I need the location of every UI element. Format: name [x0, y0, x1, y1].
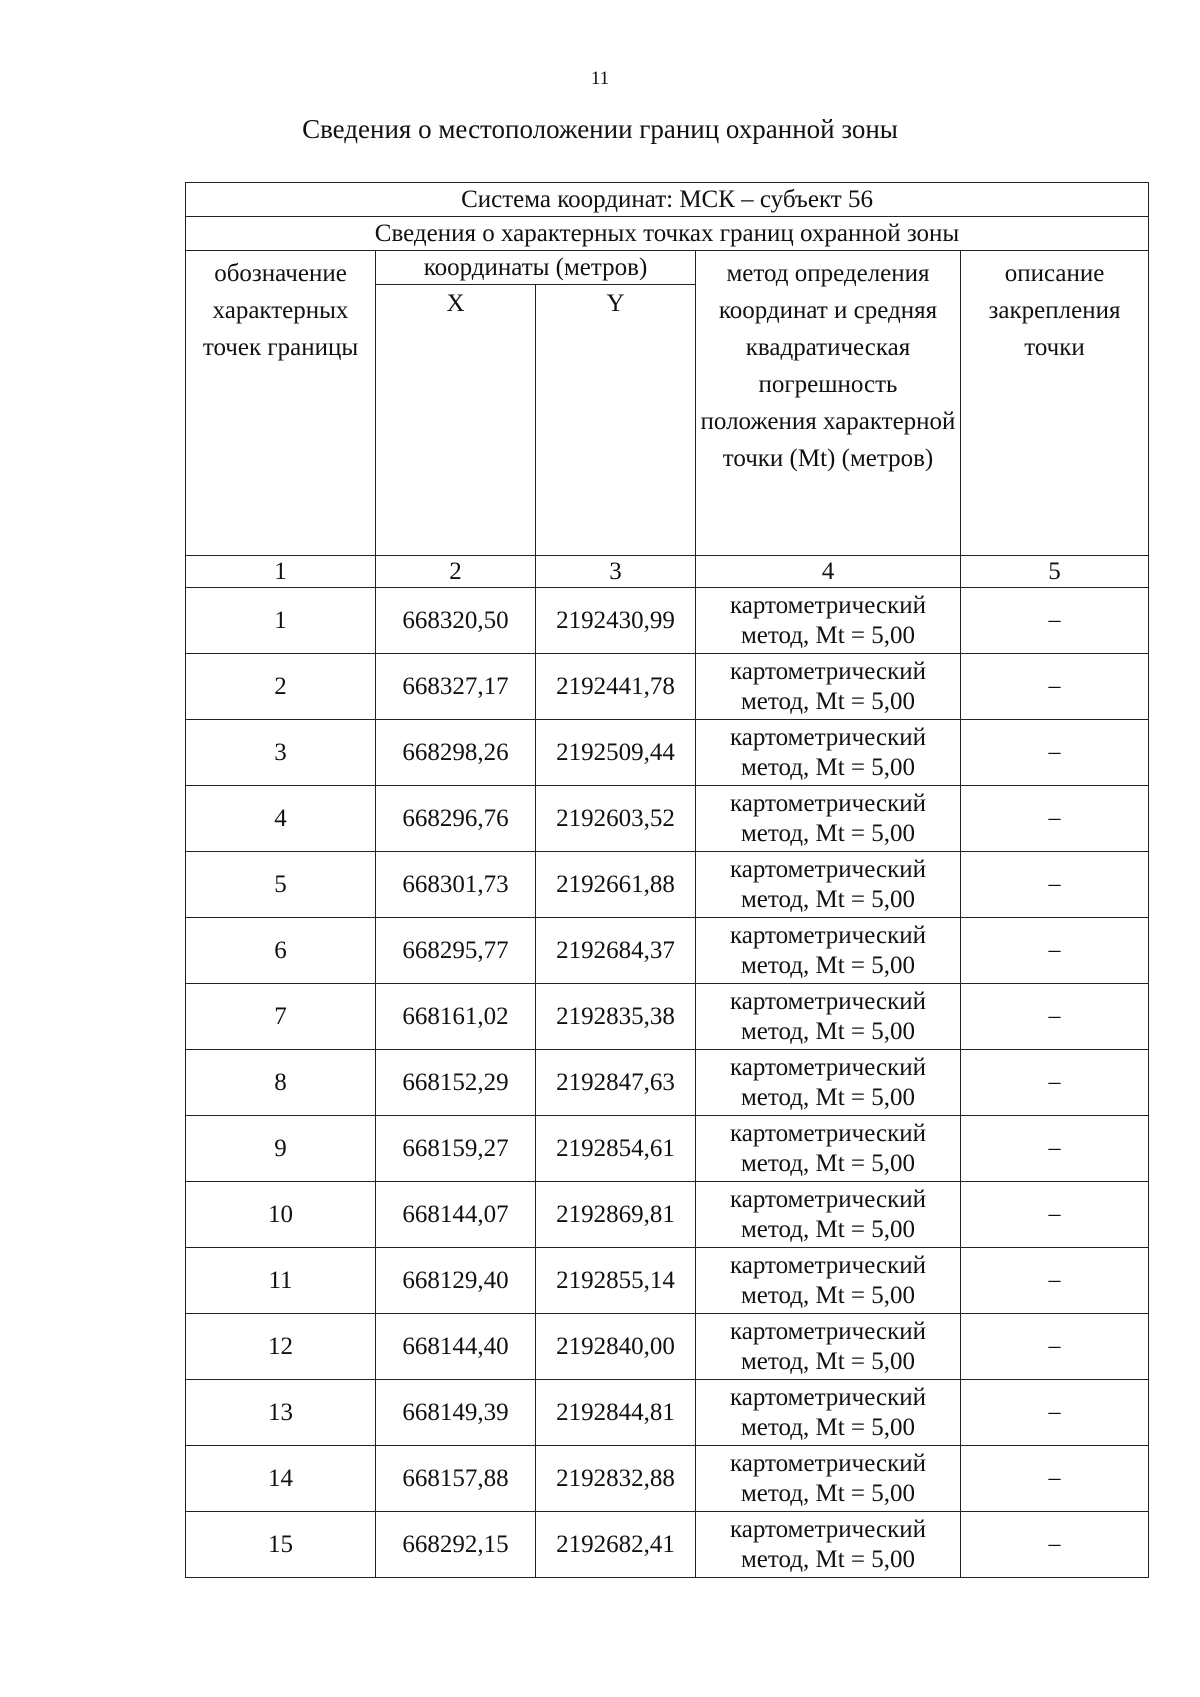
method-cell	[696, 918, 961, 984]
point-number-cell: 2	[186, 654, 376, 720]
y-coordinate-cell: 2192869,81	[536, 1182, 696, 1248]
point-number-cell: 5	[186, 852, 376, 918]
x-coordinate-cell: 668144,40	[376, 1314, 536, 1380]
method-line: картометрический	[730, 1317, 926, 1345]
method-line: картометрический	[730, 1383, 926, 1411]
description-cell: –	[961, 654, 1149, 720]
x-coordinate-cell: 668295,77	[376, 918, 536, 984]
method-line: метод, Mt = 5,00	[740, 951, 916, 979]
method-line: метод, Mt = 5,00	[740, 621, 916, 649]
description-cell: –	[961, 786, 1149, 852]
description-cell: –	[961, 1050, 1149, 1116]
table-row	[186, 1314, 1149, 1380]
table-row	[186, 918, 1149, 984]
description-cell: –	[961, 1380, 1149, 1446]
y-coordinate-cell: 2192684,37	[536, 918, 696, 984]
table-row	[186, 720, 1149, 786]
table-row	[186, 786, 1149, 852]
method-line: метод, Mt = 5,00	[740, 1413, 916, 1441]
method-cell	[696, 1512, 961, 1578]
method-line: картометрический	[730, 1515, 926, 1543]
description-cell: –	[961, 1446, 1149, 1512]
method-line: картометрический	[730, 1053, 926, 1081]
method-line: картометрический	[730, 1119, 926, 1147]
table-row	[186, 984, 1149, 1050]
point-number-cell: 7	[186, 984, 376, 1050]
x-coordinate-cell: 668320,50	[376, 588, 536, 654]
method-cell	[696, 1182, 961, 1248]
method-line: картометрический	[730, 987, 926, 1015]
y-coordinate-cell: 2192855,14	[536, 1248, 696, 1314]
column-number: 2	[376, 556, 536, 588]
x-coordinate-cell: 668159,27	[376, 1116, 536, 1182]
method-cell	[696, 1116, 961, 1182]
point-number-cell: 1	[186, 588, 376, 654]
y-coordinate-cell: 2192832,88	[536, 1446, 696, 1512]
column-number: 3	[536, 556, 696, 588]
point-number-cell: 12	[186, 1314, 376, 1380]
description-cell: –	[961, 588, 1149, 654]
header-method: метод определения координат и средняя квадратическая погрешность положения характерной точки (Mt) (метров)	[696, 251, 961, 556]
description-cell: –	[961, 1314, 1149, 1380]
column-number: 5	[961, 556, 1149, 588]
point-number-cell: 10	[186, 1182, 376, 1248]
y-coordinate-cell: 2192840,00	[536, 1314, 696, 1380]
column-number: 1	[186, 556, 376, 588]
method-line: картометрический	[730, 657, 926, 685]
method-line: метод, Mt = 5,00	[740, 1281, 916, 1309]
y-coordinate-cell: 2192509,44	[536, 720, 696, 786]
table-row	[186, 1182, 1149, 1248]
method-cell	[696, 720, 961, 786]
section-caption: Сведения о характерных точках границ охранной зоны	[186, 217, 1149, 251]
method-line: метод, Mt = 5,00	[740, 819, 916, 847]
x-coordinate-cell: 668149,39	[376, 1380, 536, 1446]
header-x: X	[376, 285, 536, 556]
method-cell	[696, 1446, 961, 1512]
method-line: метод, Mt = 5,00	[740, 885, 916, 913]
method-line: картометрический	[730, 1185, 926, 1213]
method-line: картометрический	[730, 723, 926, 751]
description-cell: –	[961, 1182, 1149, 1248]
table-row	[186, 1116, 1149, 1182]
page-number: 11	[590, 68, 610, 89]
method-line: картометрический	[730, 1449, 926, 1477]
method-line: картометрический	[730, 591, 926, 619]
table-row	[186, 1248, 1149, 1314]
table-row	[186, 588, 1149, 654]
method-cell	[696, 852, 961, 918]
y-coordinate-cell: 2192661,88	[536, 852, 696, 918]
point-number-cell: 15	[186, 1512, 376, 1578]
x-coordinate-cell: 668296,76	[376, 786, 536, 852]
description-cell: –	[961, 1248, 1149, 1314]
method-cell	[696, 984, 961, 1050]
header-designation: обозначение характерных точек границы	[186, 251, 376, 556]
y-coordinate-cell: 2192603,52	[536, 786, 696, 852]
document-title: Сведения о местоположении границ охранной зоны	[302, 114, 898, 144]
y-coordinate-cell: 2192835,38	[536, 984, 696, 1050]
method-cell	[696, 1050, 961, 1116]
y-coordinate-cell: 2192844,81	[536, 1380, 696, 1446]
header-coordinates: координаты (метров)	[376, 251, 696, 285]
point-number-cell: 14	[186, 1446, 376, 1512]
point-number-cell: 4	[186, 786, 376, 852]
table-row	[186, 852, 1149, 918]
x-coordinate-cell: 668157,88	[376, 1446, 536, 1512]
method-line: метод, Mt = 5,00	[740, 1545, 916, 1573]
method-line: метод, Mt = 5,00	[740, 1479, 916, 1507]
method-line: метод, Mt = 5,00	[740, 1149, 916, 1177]
y-coordinate-cell: 2192430,99	[536, 588, 696, 654]
point-number-cell: 9	[186, 1116, 376, 1182]
method-line: метод, Mt = 5,00	[740, 687, 916, 715]
method-line: метод, Mt = 5,00	[740, 1017, 916, 1045]
coord-system-caption: Система координат: МСК – субъект 56	[186, 183, 1149, 217]
method-line: метод, Mt = 5,00	[740, 1083, 916, 1111]
point-number-cell: 8	[186, 1050, 376, 1116]
method-line: метод, Mt = 5,00	[740, 1215, 916, 1243]
x-coordinate-cell: 668292,15	[376, 1512, 536, 1578]
description-cell: –	[961, 984, 1149, 1050]
x-coordinate-cell: 668161,02	[376, 984, 536, 1050]
point-number-cell: 13	[186, 1380, 376, 1446]
method-line: картометрический	[730, 921, 926, 949]
description-cell: –	[961, 720, 1149, 786]
table-row	[186, 1512, 1149, 1578]
table-row	[186, 654, 1149, 720]
point-number-cell: 3	[186, 720, 376, 786]
table-row	[186, 1446, 1149, 1512]
method-line: картометрический	[730, 855, 926, 883]
method-line: метод, Mt = 5,00	[740, 753, 916, 781]
x-coordinate-cell: 668152,29	[376, 1050, 536, 1116]
x-coordinate-cell: 668327,17	[376, 654, 536, 720]
description-cell: –	[961, 852, 1149, 918]
y-coordinate-cell: 2192847,63	[536, 1050, 696, 1116]
header-y: Y	[536, 285, 696, 556]
boundary-points-table	[185, 182, 1149, 1578]
point-number-cell: 11	[186, 1248, 376, 1314]
x-coordinate-cell: 668301,73	[376, 852, 536, 918]
description-cell: –	[961, 1512, 1149, 1578]
y-coordinate-cell: 2192441,78	[536, 654, 696, 720]
y-coordinate-cell: 2192682,41	[536, 1512, 696, 1578]
x-coordinate-cell: 668298,26	[376, 720, 536, 786]
x-coordinate-cell: 668129,40	[376, 1248, 536, 1314]
table-row	[186, 1050, 1149, 1116]
column-number-row	[186, 556, 1149, 588]
method-cell	[696, 1314, 961, 1380]
method-line: картометрический	[730, 789, 926, 817]
column-number: 4	[696, 556, 961, 588]
description-cell: –	[961, 918, 1149, 984]
point-number-cell: 6	[186, 918, 376, 984]
method-cell	[696, 1380, 961, 1446]
y-coordinate-cell: 2192854,61	[536, 1116, 696, 1182]
method-line: картометрический	[730, 1251, 926, 1279]
table-row	[186, 1380, 1149, 1446]
x-coordinate-cell: 668144,07	[376, 1182, 536, 1248]
header-description: описание закрепления точки	[961, 251, 1149, 556]
method-cell	[696, 588, 961, 654]
method-line: метод, Mt = 5,00	[740, 1347, 916, 1375]
method-cell	[696, 654, 961, 720]
description-cell: –	[961, 1116, 1149, 1182]
method-cell	[696, 786, 961, 852]
method-cell	[696, 1248, 961, 1314]
